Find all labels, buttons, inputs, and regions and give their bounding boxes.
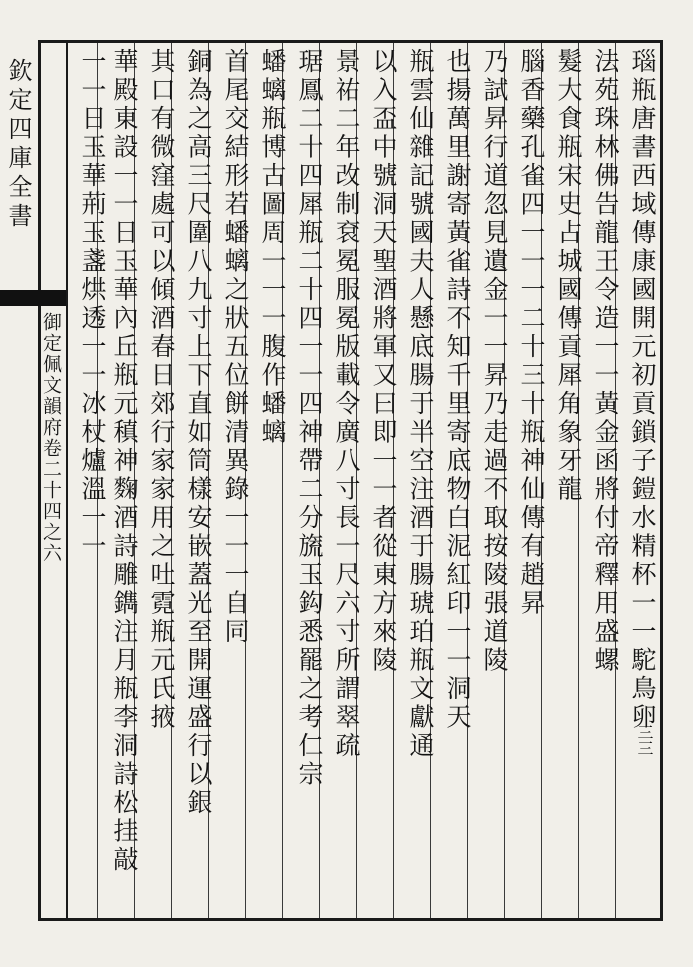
text-column-13: 銅為之高三尺圍八九寸上下直如筒樣安嵌蓋光至開運盛行以銀 — [184, 48, 213, 818]
text-column-7: 瓶雲仙雜記號國夫人懸底腸于半空注酒于腸琥珀瓶文獻通 — [406, 48, 435, 761]
book-title: 欽定四庫全書 — [4, 58, 32, 232]
text-column-16: 一一日玉華荊玉盞烘透一一冰杖爐溫一一 — [78, 48, 107, 561]
top-border — [38, 40, 663, 43]
text-column-11: 蟠螭瓶博古圖周一一一腹作蟠螭 — [258, 48, 287, 447]
text-column-1: 瑙瓶唐書西域傳康國開元初貢鎖子鎧水精杯一一駝鳥卵 — [628, 48, 657, 732]
page-number: 三三 — [635, 724, 654, 756]
text-column-9: 景祐二年改制袞冕服冕版載令廣八寸長一尺六寸所謂翠疏 — [332, 48, 361, 761]
bottom-border — [38, 918, 663, 921]
text-column-14: 其口有微窪處可以傾酒春日郊行家家用之吐霓瓶元氏掖 — [147, 48, 176, 732]
text-column-10: 琚鳳二十四犀瓶二十四一一四神帶二分旒玉鈎悉罷之考仁宗 — [295, 48, 324, 789]
fishtail-mark — [0, 290, 66, 306]
text-column-15: 華殿東設一一日玉華內丘瓶元稹神麴酒詩雕鐫注月瓶李洞詩松挂敲 — [110, 48, 139, 875]
text-column-2: 法苑珠林佛告龍王令造一一黃金函將付帝釋用盛螺 — [591, 48, 620, 675]
text-column-3: 髮大食瓶宋史占城國傳貢犀角象牙龍 — [554, 48, 583, 504]
section-title: 御定佩文韻府卷二十四之六 — [40, 312, 62, 564]
margin-divider — [66, 40, 68, 921]
text-column-12: 首尾交結形若蟠螭之狀五位餅清異錄一一一自同 — [221, 48, 250, 647]
text-column-6: 也揚萬里謝寄黃雀詩不知千里寄底物白泥紅印一一洞天 — [443, 48, 472, 732]
text-column-4: 腦香藥孔雀四一一一二十三十瓶神仙傳有趙昇 — [517, 48, 546, 618]
text-column-5: 乃試昇行道忽見遺金一一昇乃走過不取按陵張道陵 — [480, 48, 509, 675]
text-column-8: 以入盃中號洞天聖酒將軍又曰即一一者從東方來陵 — [369, 48, 398, 675]
